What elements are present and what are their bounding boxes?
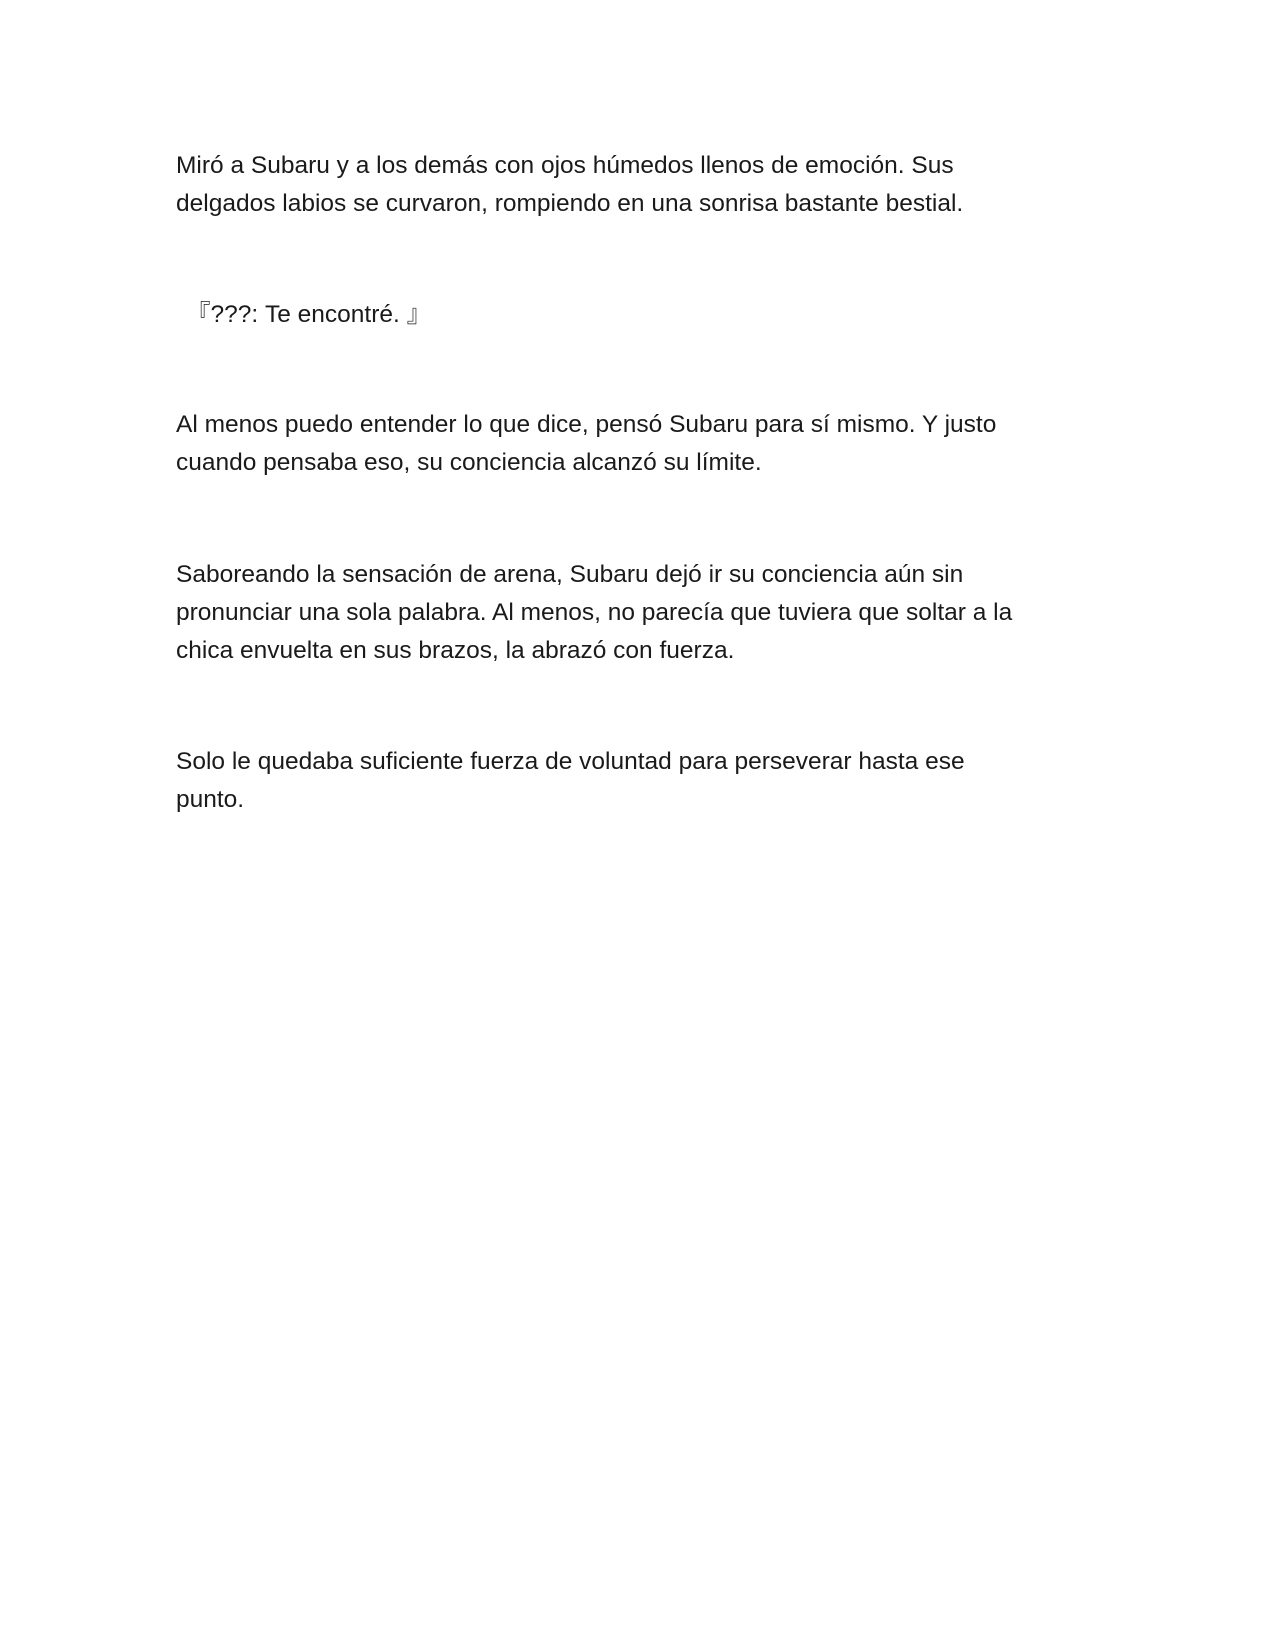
paragraph-5 — [176, 743, 1106, 819]
paragraph-line: punto. — [176, 786, 245, 813]
paragraph-line: pronunciar una sola palabra. Al menos, no parecía que tuviera que soltar a la — [176, 599, 1013, 626]
paragraph-line: Miró a Subaru y a los demás con ojos húmedos llenos de emoción. Sus — [176, 152, 954, 179]
paragraph-1 — [176, 147, 1106, 223]
paragraph-line: delgados labios se curvaron, rompiendo en una sonrisa bastante bestial. — [176, 190, 964, 217]
paragraph-4 — [176, 556, 1106, 670]
paragraph-3 — [176, 406, 1106, 482]
paragraph-line: Solo le quedaba suficiente fuerza de voluntad para perseverar hasta ese — [176, 748, 965, 775]
paragraph-line: Al menos puedo entender lo que dice, pensó Subaru para sí mismo. Y justo — [176, 411, 997, 438]
paragraph-line: Saboreando la sensación de arena, Subaru dejó ir su conciencia aún sin — [176, 561, 964, 588]
paragraph-line: chica envuelta en sus brazos, la abrazó con fuerza. — [176, 637, 735, 664]
paragraph-line: cuando pensaba eso, su conciencia alcanzó su límite. — [176, 449, 762, 476]
paragraph-line: 『???: Te encontré. 』 — [186, 301, 432, 328]
dialogue-line — [186, 296, 1116, 334]
